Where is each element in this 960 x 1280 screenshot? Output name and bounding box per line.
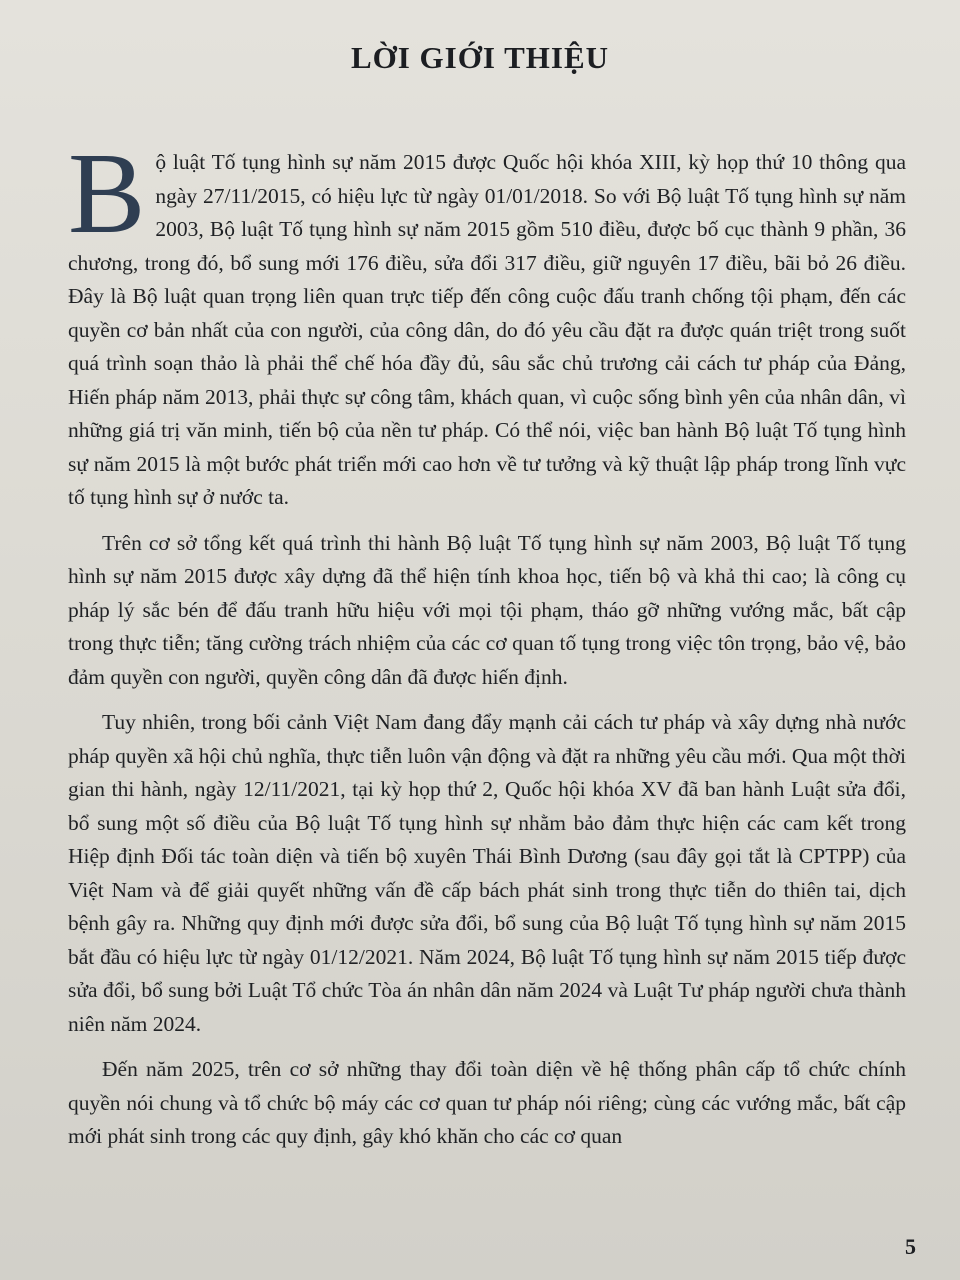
page-title: LỜI GIỚI THIỆU: [350, 40, 610, 75]
paragraph-3: Tuy nhiên, trong bối cảnh Việt Nam đang đẩy mạnh cải cách tư pháp và xây dựng nhà nước pháp quyền xã hội chủ nghĩa, thực tiễn luôn vận động và đặt ra những yêu cầu mới. Qua một thời gian thi hành, ngày 12/11/2021, tại kỳ họp thứ 2, Quốc hội khóa XV đã ban hành Luật sửa đổi, bổ sung một số điều của Bộ luật Tố tụng hình sự nhằm bảo đảm thực hiện các cam kết trong Hiệp định Đối tác toàn diện và tiến bộ xuyên Thái Bình Dương (sau đây gọi tắt là CPTPP) của Việt Nam và để giải quyết những vấn đề cấp bách phát sinh trong thực tiễn do thiên tai, dịch bệnh gây ra. Những quy định mới được sửa đổi, bổ sung của Bộ luật Tố tụng hình sự năm 2015 bắt đầu có hiệu lực từ ngày 01/12/2021. Năm 2024, Bộ luật Tố tụng hình sự năm 2015 tiếp được sửa đổi, bổ sung bởi Luật Tổ chức Tòa án nhân dân năm 2024 và Luật Tư pháp người chưa thành niên năm 2024.: [68, 710, 906, 1036]
drop-cap: B: [68, 130, 146, 258]
paragraph-4: Đến năm 2025, trên cơ sở những thay đổi toàn diện về hệ thống phân cấp tổ chức chính quyền nói chung và tổ chức bộ máy các cơ quan tư pháp nói riêng; cùng các vướng mắc, bất cập mới phát sinh trong các quy định, gây khó khăn cho các cơ quan: [68, 1057, 906, 1148]
body-text: [68, 130, 906, 1154]
paragraph-2: Trên cơ sở tổng kết quá trình thi hành Bộ luật Tố tụng hình sự năm 2003, Bộ luật Tố tụng hình sự năm 2015 được xây dựng đã thể hiện tính khoa học, tiến bộ và khả thi cao; là công cụ pháp lý sắc bén để đấu tranh hữu hiệu với mọi tội phạm, tháo gỡ những vướng mắc, bất cập trong thực tiễn; tăng cường trách nhiệm của các cơ quan tố tụng trong việc tôn trọng, bảo vệ, bảo đảm quyền con người, quyền công dân đã được hiến định.: [68, 530, 906, 689]
paragraph-1: [68, 130, 906, 515]
page-number: 5: [905, 1234, 916, 1259]
paragraph-1-text: ộ luật Tố tụng hình sự năm 2015 được Quốc hội khóa XIII, kỳ họp thứ 10 thông qua ngày 27/11/2015, có hiệu lực từ ngày 01/01/2018. So với Bộ luật Tố tụng hình sự năm 2003, Bộ luật Tố tụng hình sự năm 2015 gồm 510 điều, được bố cục thành 9 phần, 36 chương, trong đó, bổ sung mới 176 điều, sửa đổi 317 điều, giữ nguyên 17 điều, bãi bỏ 26 điều. Đây là Bộ luật quan trọng liên quan trực tiếp đến công cuộc đấu tranh chống tội phạm, đến các quyền cơ bản nhất của con người, của công dân, do đó yêu cầu đặt ra được quán triệt trong suốt quá trình soạn thảo là phải thể chế hóa đầy đủ, sâu sắc chủ trương cải cách tư pháp của Đảng, Hiến pháp năm 2013, phải thực sự công tâm, khách quan, vì cuộc sống bình yên của nhân dân, vì những giá trị văn minh, tiến bộ của nền tư pháp. Có thể nói, việc ban hành Bộ luật Tố tụng hình sự năm 2015 là một bước phát triển mới cao hơn về tư tưởng và kỹ thuật lập pháp trong lĩnh vực tố tụng hình sự ở nước ta.: [68, 150, 906, 509]
